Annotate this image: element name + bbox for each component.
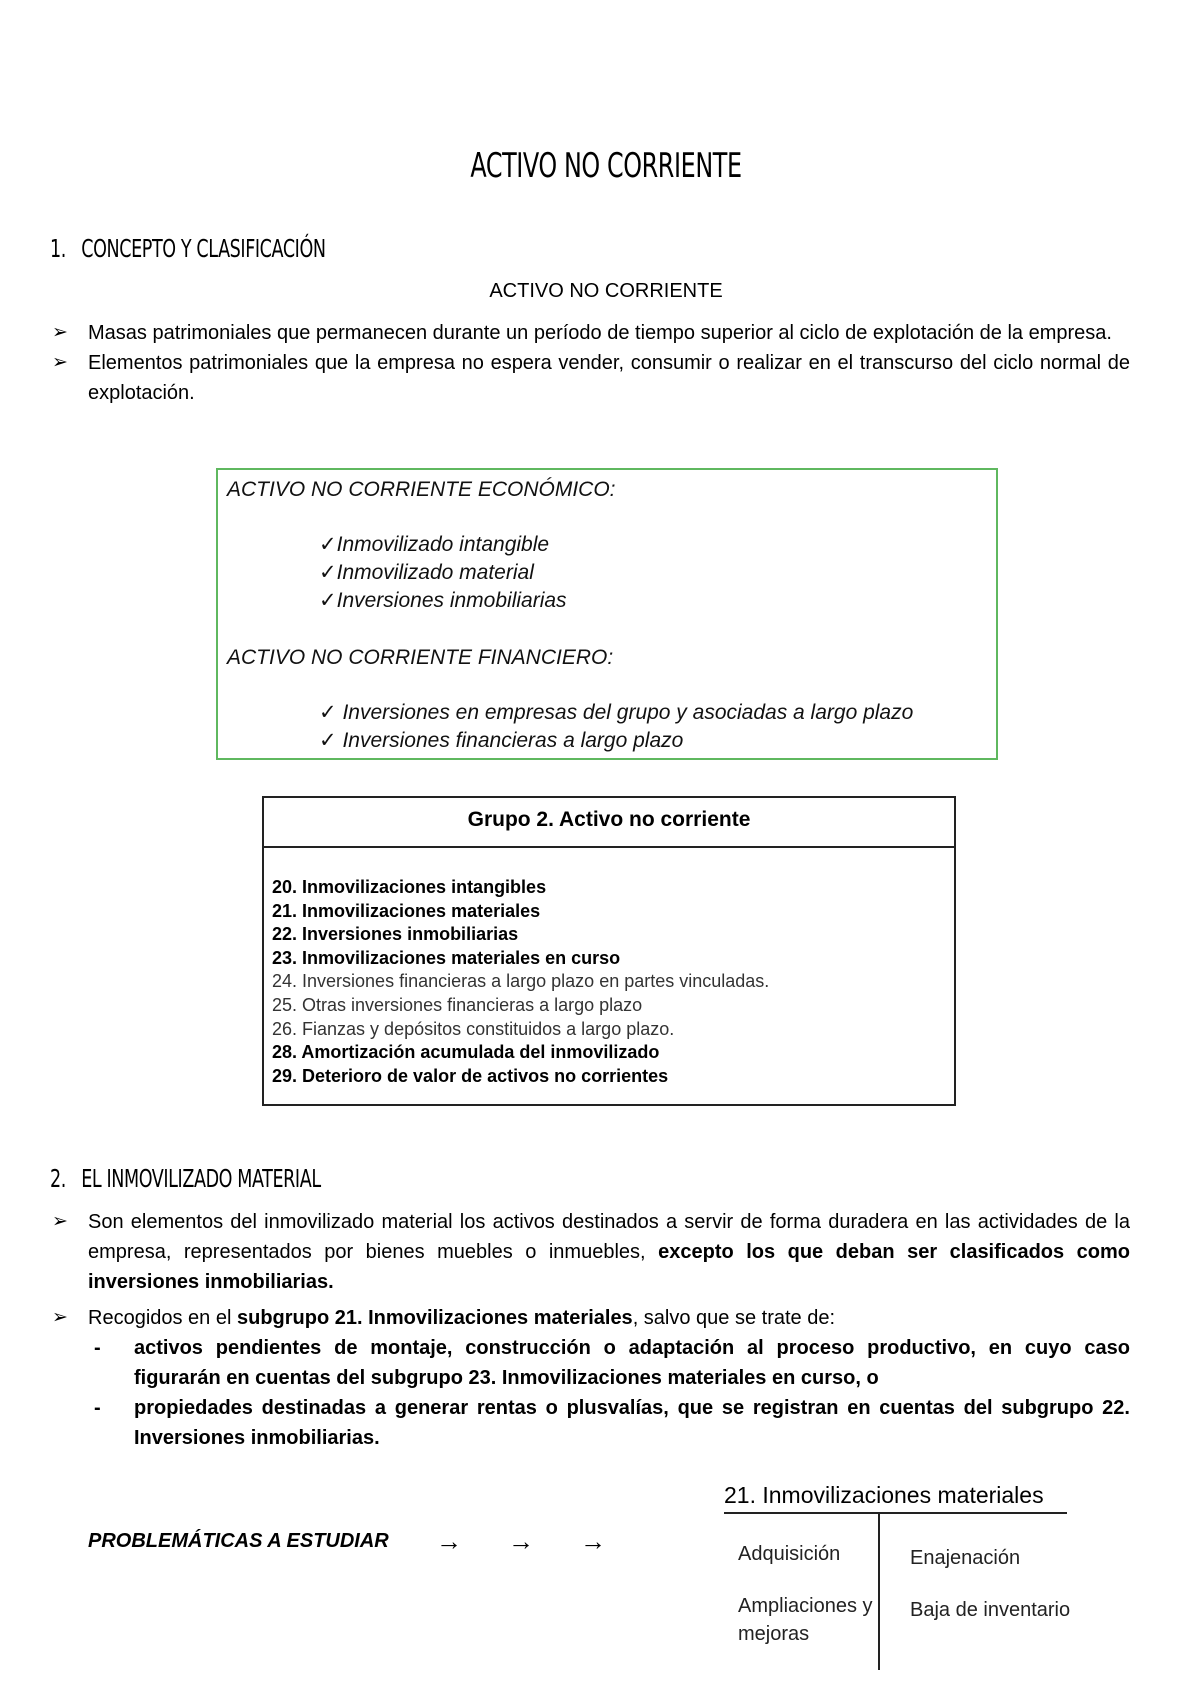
arrow-right-icon: → [580,1526,606,1556]
account-row: 24. Inversiones financieras a largo plazo en partes vinculadas. [272,971,770,992]
bullet-arrow-icon: ➢ [52,352,68,373]
section-2-number: 2. [50,1164,66,1193]
dash-item: - activos pendientes de montaje, construcción o adaptación al proceso productivo, en cuyo caso figurarán en cuentas del subgrupo 23. Inmovilizaciones materiales en curso, o [52,1333,1130,1393]
section-1-bullets [52,318,1130,408]
group-2-table [262,796,956,1106]
group-2-table-header: Grupo 2. Activo no corriente [264,798,954,848]
check-icon: ✓ [319,533,337,556]
check-icon: ✓ [319,729,337,752]
section-1-subtitle: ACTIVO NO CORRIENTE [489,280,723,302]
account-row: 21. Inmovilizaciones materiales [272,900,541,921]
bullet-item [52,348,1130,408]
t-account-debit-item: Adquisición [738,1543,841,1565]
financial-item: ✓ Inversiones en empresas del grupo y asociadas a largo plazo [319,701,914,724]
bullet-item [52,1207,1130,1297]
problems-label: PROBLEMÁTICAS A ESTUDIAR [88,1530,389,1552]
subgroup-21-ref: subgrupo 21. Inmovilizaciones materiales [237,1307,633,1329]
economic-item: ✓Inmovilizado intangible [319,533,550,556]
check-icon: ✓ [319,589,337,612]
section-2-title: EL INMOVILIZADO MATERIAL [81,1164,321,1193]
arrow-right-icon: → [508,1526,534,1556]
bullet-arrow-icon: ➢ [52,1211,68,1232]
t-account-vertical-line [878,1513,880,1670]
section-2-heading [50,1164,321,1193]
bullet-text: Masas patrimoniales que permanecen durante un período de tiempo superior al ciclo de explotación de la empresa. [88,322,1112,344]
section-1-title: CONCEPTO Y CLASIFICACIÓN [81,234,326,263]
section-1-heading [50,234,326,263]
economic-item: ✓Inmovilizado material [319,561,534,584]
t-account-horizontal-line [724,1512,1067,1514]
account-row: 28. Amortización acumulada del inmovilizado [272,1042,660,1063]
bullet-item [52,318,1130,348]
asset-classification-box [216,468,998,760]
financial-item: ✓ Inversiones financieras a largo plazo [319,729,684,752]
bullet-text: Son elementos del inmovilizado material los activos destinados a servir de forma duradera en las actividades de la empresa, representados por bienes muebles o inmuebles, [88,1211,1130,1263]
account-row: 26. Fianzas y depósitos constituidos a largo plazo. [272,1018,675,1039]
economic-item: ✓Inversiones inmobiliarias [319,589,567,612]
account-row: 29. Deterioro de valor de activos no corrientes [272,1065,669,1086]
economic-heading: ACTIVO NO CORRIENTE ECONÓMICO: [227,478,616,501]
arrow-right-icon: → [436,1526,462,1556]
account-row: 22. Inversiones inmobiliarias [272,924,519,945]
section-1-number: 1. [50,234,66,263]
bullet-arrow-icon: ➢ [52,322,68,343]
financial-heading: ACTIVO NO CORRIENTE FINANCIERO: [227,646,614,669]
check-icon: ✓ [319,701,337,724]
dash-marker: - [94,1337,101,1359]
section-2-bullets [52,1207,1130,1453]
bullet-arrow-icon: ➢ [52,1307,68,1328]
dash-marker: - [94,1397,101,1419]
bullet-item: ➢ Recogidos en el subgrupo 21. Inmovilizaciones materiales, salvo que se trate de: [52,1303,1130,1333]
check-icon: ✓ [319,561,337,584]
t-account-title: 21. Inmovilizaciones materiales [724,1482,1044,1508]
bullet-text: Elementos patrimoniales que la empresa no espera vender, consumir o realizar en el transcurso del ciclo normal de explotación. [88,352,1130,404]
bullet-text-bold: excepto los que deban ser clasificados como inversiones inmobiliarias. [88,1241,1130,1293]
t-account-credit-item: Enajenación [910,1547,1021,1569]
account-row: 25. Otras inversiones financieras a largo plazo [272,994,643,1015]
page-title: ACTIVO NO CORRIENTE [470,146,742,186]
account-row: 20. Inmovilizaciones intangibles [272,877,547,897]
dash-item: - propiedades destinadas a generar rentas o plusvalías, que se registran en cuentas del subgrupo 22. Inversiones inmobiliarias. [52,1393,1130,1453]
account-row: 23. Inmovilizaciones materiales en curso [272,947,621,968]
t-account-debit-item: Ampliaciones y mejoras [738,1595,873,1645]
t-account-credit-item: Baja de inventario [910,1599,1071,1621]
group-2-account-list [264,848,954,1088]
